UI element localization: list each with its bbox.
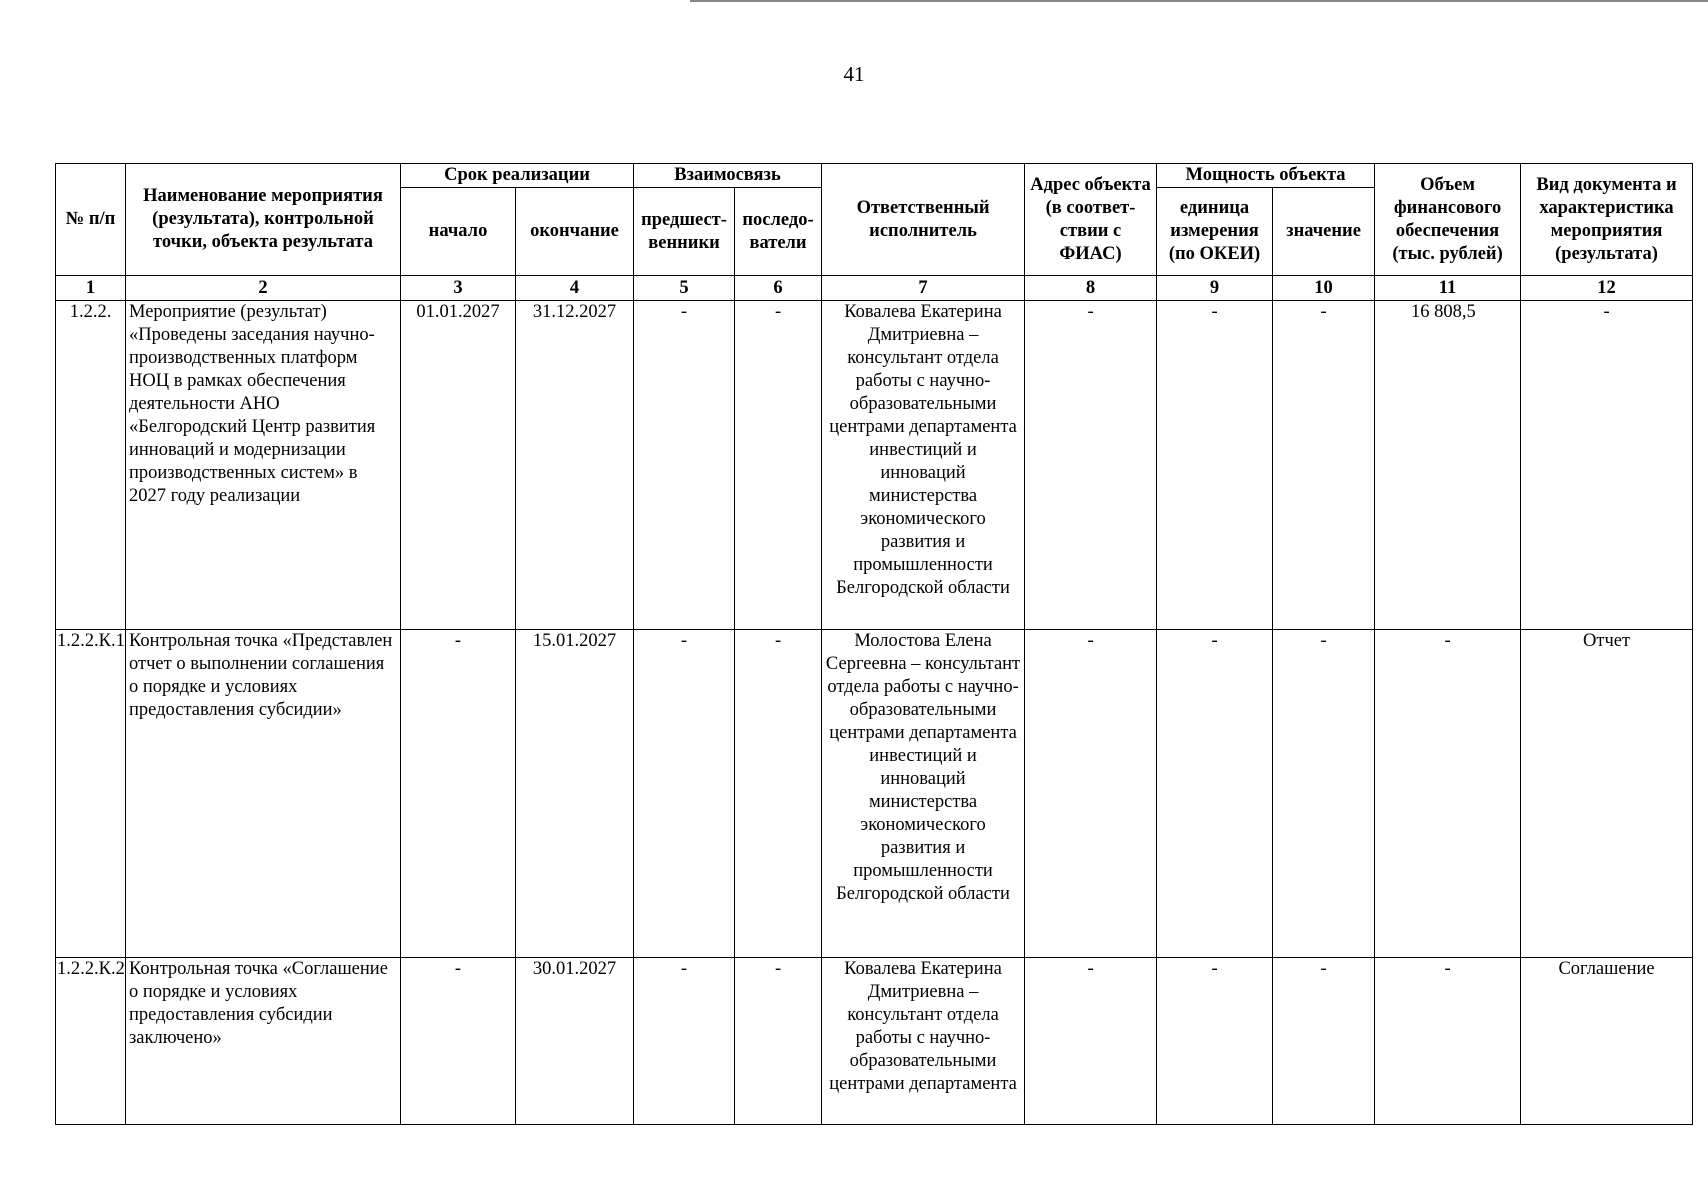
column-number: 12 xyxy=(1521,276,1693,301)
header-row-top xyxy=(56,164,1693,188)
row-end: 31.12.2027 xyxy=(516,301,634,630)
header-no: № п/п xyxy=(56,164,126,276)
row-address: - xyxy=(1025,958,1157,1125)
row-doc: - xyxy=(1521,301,1693,630)
row-name: Контрольная точка «Соглашение о порядке и условиях предоставления субсидии заключено» xyxy=(126,958,401,1125)
column-number: 3 xyxy=(401,276,516,301)
row-predecessors: - xyxy=(634,629,735,958)
row-end: 15.01.2027 xyxy=(516,629,634,958)
header-doc: Вид документа и характеристика мероприятия (результата) xyxy=(1521,164,1693,276)
column-number: 8 xyxy=(1025,276,1157,301)
header-value: значение xyxy=(1273,188,1375,276)
table-row xyxy=(56,629,1693,958)
row-doc: Отчет xyxy=(1521,629,1693,958)
column-number: 5 xyxy=(634,276,735,301)
header-end: окончание xyxy=(516,188,634,276)
row-end: 30.01.2027 xyxy=(516,958,634,1125)
page-number: 41 xyxy=(843,62,865,86)
row-successors: - xyxy=(735,301,822,630)
column-number: 2 xyxy=(126,276,401,301)
row-address: - xyxy=(1025,301,1157,630)
row-responsible: Ковалева Екатерина Дмитриевна – консультант отдела работы с научно-образовательными центрами департамента xyxy=(822,958,1025,1125)
row-responsible: Ковалева Екатерина Дмитриевна – консультант отдела работы с научно-образовательными центрами департамента инвестиций и инноваций министерства экономического развития и промышленности Белгородской области xyxy=(822,301,1025,630)
row-successors: - xyxy=(735,958,822,1125)
column-number: 1 xyxy=(56,276,126,301)
row-predecessors: - xyxy=(634,301,735,630)
top-edge-line xyxy=(690,0,1708,2)
row-unit: - xyxy=(1157,958,1273,1125)
row-successors: - xyxy=(735,629,822,958)
row-address: - xyxy=(1025,629,1157,958)
header-term-group: Срок реализации xyxy=(401,164,634,188)
row-start: - xyxy=(401,629,516,958)
row-unit: - xyxy=(1157,301,1273,630)
table-row xyxy=(56,301,1693,630)
row-start: - xyxy=(401,958,516,1125)
column-number: 9 xyxy=(1157,276,1273,301)
column-number: 4 xyxy=(516,276,634,301)
row-value: - xyxy=(1273,958,1375,1125)
column-number: 7 xyxy=(822,276,1025,301)
row-name: Мероприятие (результат) «Проведены заседания научно-производственных платформ НОЦ в рамках обеспечения деятельности АНО «Белгородский Центр развития инноваций и модернизации производственных систем» в 2027 году реализации xyxy=(126,301,401,630)
column-number-row xyxy=(56,276,1693,301)
table-row xyxy=(56,958,1693,1125)
column-number: 11 xyxy=(1375,276,1521,301)
plan-table xyxy=(55,163,1693,1125)
header-address: Адрес объекта (в соответ-ствии с ФИАС) xyxy=(1025,164,1157,276)
row-finance: - xyxy=(1375,629,1521,958)
row-number: 1.2.2.К.2 xyxy=(56,958,126,1125)
row-value: - xyxy=(1273,629,1375,958)
header-name: Наименование мероприятия (результата), контрольной точки, объекта результата xyxy=(126,164,401,276)
header-unit: единица измерения (по ОКЕИ) xyxy=(1157,188,1273,276)
column-number: 10 xyxy=(1273,276,1375,301)
header-relation-group: Взаимосвязь xyxy=(634,164,822,188)
row-responsible: Молостова Елена Сергеевна – консультант отдела работы с научно-образовательными центрами департамента инвестиций и инноваций министерства экономического развития и промышленности Белгородской области xyxy=(822,629,1025,958)
row-finance: - xyxy=(1375,958,1521,1125)
header-capacity-group: Мощность объекта xyxy=(1157,164,1375,188)
header-start: начало xyxy=(401,188,516,276)
row-name: Контрольная точка «Представлен отчет о выполнении соглашения о порядке и условиях предоставления субсидии» xyxy=(126,629,401,958)
row-doc: Соглашение xyxy=(1521,958,1693,1125)
row-predecessors: - xyxy=(634,958,735,1125)
row-number: 1.2.2.К.1 xyxy=(56,629,126,958)
header-successors: последо-ватели xyxy=(735,188,822,276)
row-number: 1.2.2. xyxy=(56,301,126,630)
header-predecessors: предшест-венники xyxy=(634,188,735,276)
row-start: 01.01.2027 xyxy=(401,301,516,630)
header-responsible: Ответственный исполнитель xyxy=(822,164,1025,276)
header-finance: Объем финансового обеспечения (тыс. рублей) xyxy=(1375,164,1521,276)
column-number: 6 xyxy=(735,276,822,301)
row-finance: 16 808,5 xyxy=(1375,301,1521,630)
row-value: - xyxy=(1273,301,1375,630)
row-unit: - xyxy=(1157,629,1273,958)
